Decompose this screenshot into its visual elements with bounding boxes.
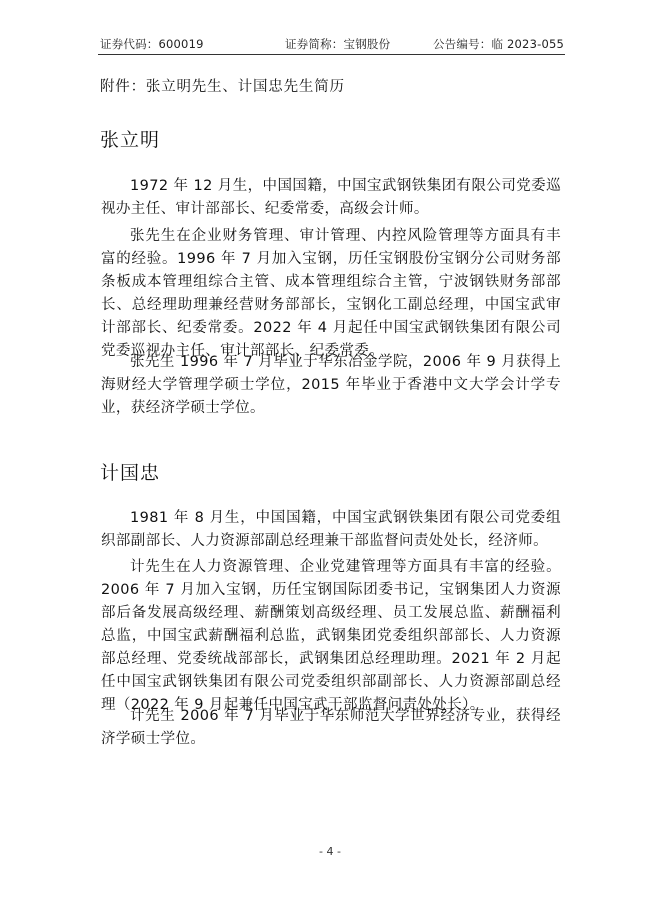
- bio-paragraph: 张先生 1996 年 7 月毕业于华东冶金学院，2006 年 9 月获得上海财经大学管理学硕士学位，2015 年毕业于香港中文大学会计学专业，获经济学硕士学位。: [101, 354, 561, 416]
- bio-paragraph: 计先生 2006 年 7 月毕业于华东师范大学世界经济专业，获得经济学硕士学位。: [101, 708, 561, 747]
- stock-code: 证券代码：600019: [100, 37, 204, 51]
- bio-paragraph: 张先生在企业财务管理、审计管理、内控风险管理等方面具有丰富的经验。1996 年 7 月加入宝钢，历任宝钢股份宝钢分公司财务部条板成本管理组综合主管、成本管理组综合主管，宁波钢铁财务部部长、总经理助理兼经营财务部部长，宝钢化工副总经理，中国宝武审计部部长、纪委常委。2022 年 4 月起任中国宝武钢铁集团有限公司党委巡视办主任、审计部部长、纪委常委。: [101, 228, 561, 359]
- person-name-zhang-liming: 张立明: [100, 129, 161, 151]
- bio-paragraph: 1981 年 8 月生，中国国籍，中国宝武钢铁集团有限公司党委组织部副部长、人力资源部副总经理兼干部监督问责处处长，经济师。: [101, 510, 561, 549]
- person-name-ji-guozhong: 计国忠: [100, 462, 161, 484]
- bio-paragraph: 计先生在人力资源管理、企业党建管理等方面具有丰富的经验。2006 年 7 月加入宝钢，历任宝钢国际团委书记，宝钢集团人力资源部后备发展高级经理、薪酬策划高级经理、员工发展总监、薪酬福利总监，中国宝武薪酬福利总监，武钢集团党委组织部部长、人力资源部总经理、党委统战部部长，武钢集团总经理助理。2021 年 2 月起任中国宝武钢铁集团有限公司党委组织部副部长、人力资源部副总经理（2022 年 9 月起兼任中国宝武干部监督问责处处长）。: [101, 559, 561, 713]
- stock-abbreviation: 证券简称：宝钢股份: [285, 37, 391, 51]
- page-header: [100, 34, 564, 54]
- header-divider: [98, 54, 565, 55]
- attachment-title: 附件：张立明先生、计国忠先生简历: [100, 79, 345, 95]
- page-number: - 4 -: [319, 845, 341, 858]
- announcement-number: 公告编号：临 2023-055: [432, 37, 564, 51]
- bio-paragraph: 1972 年 12 月生，中国国籍，中国宝武钢铁集团有限公司党委巡视办主任、审计部部长、纪委常委，高级会计师。: [101, 178, 561, 217]
